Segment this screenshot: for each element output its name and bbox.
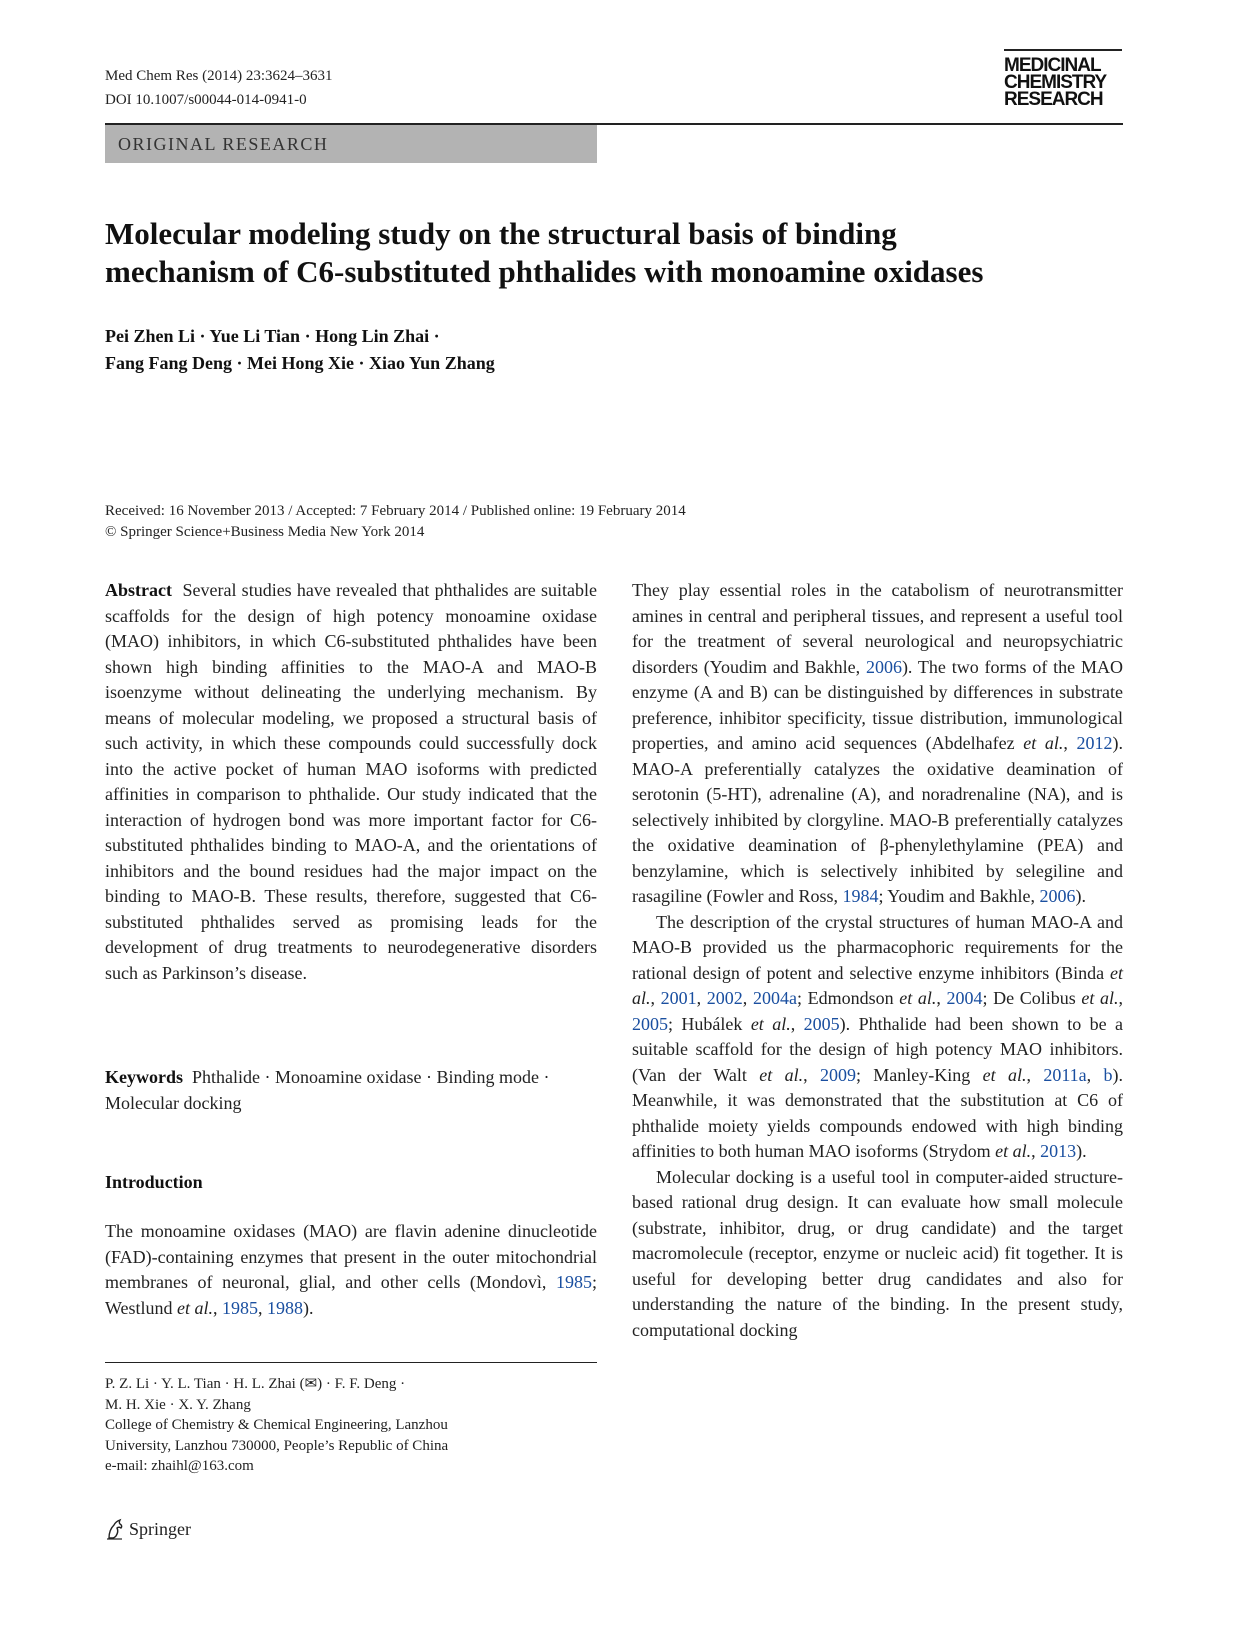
citation-link[interactable]: 1985 bbox=[222, 1297, 259, 1318]
affiliation-line-2: University, Lanzhou 730000, People’s Republic of China bbox=[105, 1437, 449, 1454]
contact-email: e-mail: zhaihl@163.com bbox=[105, 1458, 254, 1474]
logo-line-1: MEDICINAL bbox=[1004, 55, 1101, 76]
authors-line-1: Pei Zhen Li · Yue Li Tian · Hong Lin Zhai · bbox=[105, 326, 440, 346]
body-text: , bbox=[1063, 733, 1077, 753]
right-paragraph-2 bbox=[632, 910, 1123, 1165]
citation-link[interactable]: 2001 bbox=[660, 988, 697, 1008]
author-affiliation-footnote bbox=[105, 1374, 597, 1477]
citation-link[interactable]: b bbox=[1103, 1064, 1113, 1085]
et-al: et al. bbox=[899, 988, 937, 1008]
body-text: , bbox=[650, 988, 661, 1008]
body-text: , bbox=[742, 988, 753, 1008]
body-text: The description of the crystal structures of human MAO-A and MAO-B provided us the pharmacophoric requirements for the rational design of potent and selective enzyme inhibitors (Binda bbox=[632, 911, 1123, 983]
paper-title bbox=[105, 215, 1115, 291]
footnote-rule bbox=[105, 1362, 597, 1363]
body-text: , bbox=[790, 1013, 804, 1034]
body-text: They play essential roles in the catabolism of neurotransmitter amines in central and peripheral tissues, and represent a useful tool for the treatment of several neurological and neuropsychiatric disorders (Youdim and Bakhle, bbox=[632, 580, 1123, 677]
intro-text: The monoamine oxidases (MAO) are flavin adenine dinucleotide (FAD)-containing enzymes that present in the outer mitochondrial membranes of neuronal, glial, and other cells (Mondovì, bbox=[105, 1221, 597, 1292]
keywords-label: Keywords bbox=[105, 1067, 183, 1087]
citation-link[interactable]: 2002 bbox=[706, 988, 743, 1008]
body-text: , bbox=[1031, 1141, 1041, 1161]
logo-line-3: RESEARCH bbox=[1004, 89, 1103, 110]
footnote-authors-line-1: P. Z. Li · Y. L. Tian · H. L. Zhai (✉) · F. F. Deng · bbox=[105, 1376, 406, 1392]
journal-reference bbox=[105, 64, 332, 112]
body-text: ; De Colibus bbox=[982, 988, 1082, 1008]
intro-text: ; Westlund bbox=[105, 1272, 597, 1318]
keywords-section bbox=[105, 1065, 597, 1116]
introduction-paragraph bbox=[105, 1219, 597, 1321]
body-text: , bbox=[1118, 988, 1124, 1008]
abstract-text: Several studies have revealed that phthalides are suitable scaffolds for the design of high potency monoamine oxidase (MAO) inhibitors, in which C6-substituted phthalides have been shown high binding affinities to the MAO-A and MAO-B isoenzyme without delineating the underlying mechanism. By means of molecular modeling, we proposed a structural basis of such activity, in which these compounds could successfully dock into the active pocket of human MAO isoforms with predicted affinities in comparison to phthalide. Our study indicated that the interaction of hydrogen bond was more important factor for C6-substituted phthalides binding to MAO-A, and the orientations of inhibitors and the bound residues had the major impact on the binding to MAO-B. These results, therefore, suggested that C6-substituted phthalides served as promising leads for the development of drug treatments to neurodegenerative disorders such as Parkinson’s disease. bbox=[105, 580, 597, 983]
et-al: et al. bbox=[632, 962, 1123, 1008]
intro-text: , bbox=[213, 1297, 223, 1318]
title-line-1: Molecular modeling study on the structural basis of binding bbox=[105, 216, 897, 251]
citation-link[interactable]: 2005 bbox=[803, 1013, 840, 1034]
journal-citation: Med Chem Res (2014) 23:3624–3631 bbox=[105, 68, 333, 84]
publisher-mark bbox=[105, 1518, 191, 1540]
doi: DOI 10.1007/s00044-014-0941-0 bbox=[105, 92, 307, 108]
body-text: ). Meanwhile, it was demonstrated that the substitution at C6 of phthalide moiety yields compounds endowed with high binding affinities to both human MAO isoforms (Strydom bbox=[632, 1064, 1124, 1161]
citation-link[interactable]: 2013 bbox=[1040, 1141, 1077, 1161]
et-al: et al. bbox=[995, 1141, 1032, 1161]
body-text: ). MAO-A preferentially catalyzes the oxidative deamination of serotonin (5-HT), adrenaline (A), and noradrenaline (NA), and is selectively inhibited by clorgyline. MAO-B preferentially catalyzes the oxidative deamination of β-phenylethylamine (PEA) and benzylamine, which is selectively inhibited by selegiline and rasagiline (Fowler and Ross, bbox=[632, 733, 1123, 906]
et-al: et al. bbox=[759, 1064, 804, 1085]
citation-link[interactable]: 2006 bbox=[865, 656, 902, 677]
authors-line-2: Fang Fang Deng · Mei Hong Xie · Xiao Yun Zhang bbox=[105, 353, 495, 373]
citation-link[interactable]: 2012 bbox=[1076, 733, 1113, 753]
author-list bbox=[105, 323, 1005, 377]
body-text: , bbox=[1026, 1064, 1044, 1085]
body-text: ; Edmondson bbox=[796, 988, 900, 1008]
body-text: ). Phthalide had been shown to be a suitable scaffold for the design of high potency MAO inhibitors. (Van der Walt bbox=[632, 1013, 1124, 1085]
et-al: et al. bbox=[982, 1064, 1027, 1085]
abstract-label: Abstract bbox=[105, 580, 172, 600]
right-column bbox=[632, 578, 1123, 1343]
body-text: ; Hubálek bbox=[668, 1013, 751, 1034]
body-text: , bbox=[696, 988, 707, 1008]
citation-link[interactable]: 2006 bbox=[1039, 886, 1076, 906]
et-al: et al. bbox=[1023, 733, 1064, 753]
article-type-banner: ORIGINAL RESEARCH bbox=[105, 125, 597, 163]
publication-dates bbox=[105, 501, 1005, 543]
publisher-name: Springer bbox=[129, 1518, 191, 1539]
journal-logo bbox=[1004, 49, 1122, 108]
keywords-text: Phthalide · Monoamine oxidase · Binding mode · Molecular docking bbox=[105, 1067, 550, 1113]
right-paragraph-3: Molecular docking is a useful tool in computer-aided structure-based rational drug design. It can evaluate how small molecule (substrate, inhibitor, drug, or drug candidate) and the target macromolecule (receptor, enzyme or nucleic acid) fit together. It is useful for developing better drug candidates and also for understanding the nature of the binding. In the present study, computational docking bbox=[632, 1166, 1123, 1340]
citation-link[interactable]: 1988 bbox=[267, 1297, 304, 1318]
body-text: ). bbox=[1076, 1141, 1087, 1161]
copyright-notice: © Springer Science+Business Media New York 2014 bbox=[105, 524, 425, 540]
body-text: , bbox=[936, 988, 947, 1008]
introduction-heading: Introduction bbox=[105, 1172, 203, 1192]
citation-link[interactable]: 2011a bbox=[1043, 1064, 1087, 1085]
footnote-authors-line-2: M. H. Xie · X. Y. Zhang bbox=[105, 1396, 251, 1413]
body-text: ; Youdim and Bakhle, bbox=[878, 886, 1040, 906]
et-al: et al. bbox=[1081, 988, 1119, 1008]
title-line-2: mechanism of C6-substituted phthalides with monoamine oxidases bbox=[105, 254, 984, 289]
citation-link[interactable]: 1984 bbox=[842, 886, 879, 906]
abstract-section bbox=[105, 578, 597, 986]
body-text: ). The two forms of the MAO enzyme (A and B) can be distinguished by differences in substrate preference, inhibitor specificity, tissue distribution, immunological properties, and amino acid sequences (Abdelhafez bbox=[632, 656, 1123, 753]
received-accepted-dates: Received: 16 November 2013 / Accepted: 7 February 2014 / Published online: 19 February 2014 bbox=[105, 503, 686, 519]
right-paragraph-1 bbox=[632, 578, 1123, 910]
logo-line-2: CHEMISTRY bbox=[1004, 72, 1107, 93]
intro-text: , bbox=[258, 1297, 268, 1318]
citation-link[interactable]: 2004a bbox=[752, 988, 797, 1008]
body-text: ; Manley-King bbox=[855, 1064, 983, 1085]
body-text: ). bbox=[1075, 886, 1086, 906]
intro-text: ). bbox=[303, 1297, 314, 1318]
body-text: , bbox=[1086, 1064, 1104, 1085]
citation-link[interactable]: 2009 bbox=[819, 1064, 856, 1085]
springer-horse-icon bbox=[105, 1518, 125, 1540]
affiliation-line-1: College of Chemistry & Chemical Engineering, Lanzhou bbox=[105, 1417, 448, 1433]
citation-link[interactable]: 2005 bbox=[632, 1013, 668, 1034]
citation-link[interactable]: 2004 bbox=[946, 988, 983, 1008]
body-text: , bbox=[803, 1064, 820, 1085]
et-al: et al. bbox=[177, 1297, 214, 1318]
citation-link[interactable]: 1985 bbox=[555, 1272, 592, 1292]
et-al: et al. bbox=[750, 1013, 791, 1034]
